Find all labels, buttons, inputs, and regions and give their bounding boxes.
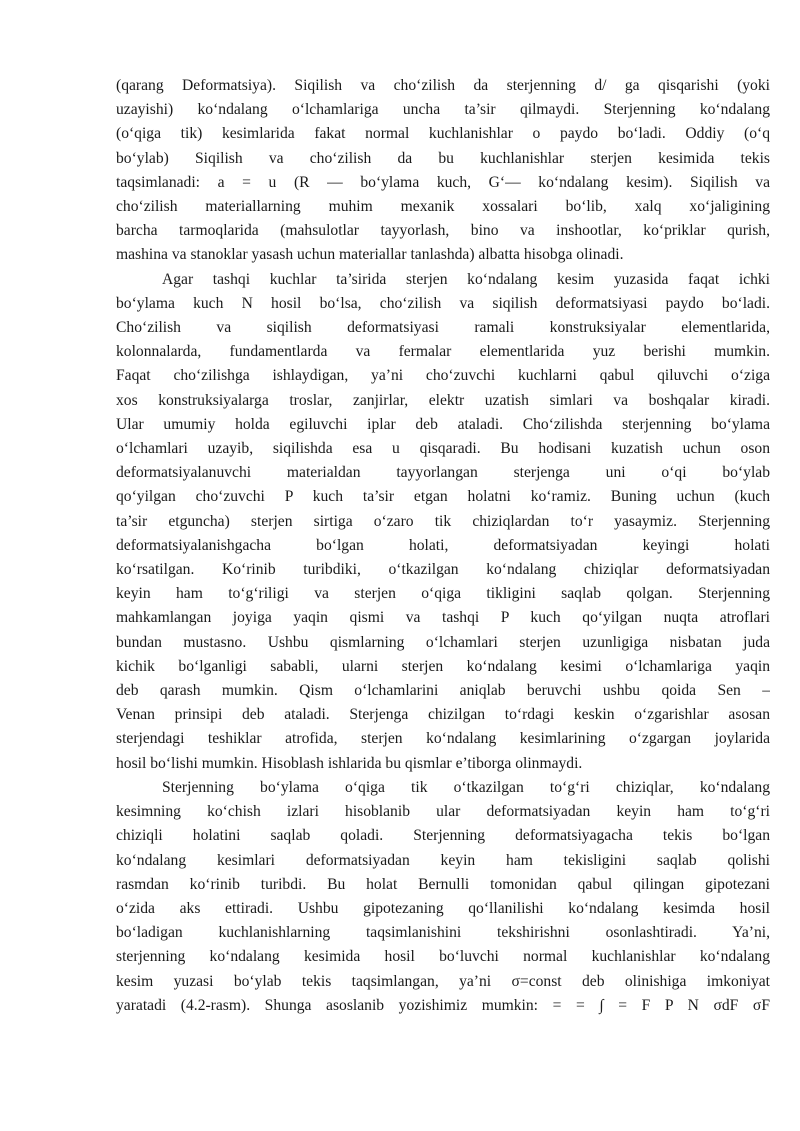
text-line: Agar tashqi kuchlar ta’sirida sterjen ko‘ndalang kesim yuzasida faqat ichki [162,270,770,288]
text-line: mahkamlangan joyiga yaqin qismi va tashqi P kuch qo‘yilgan nuqta atroflari [116,609,770,627]
text-line: sterjenning ko‘ndalang kesimida hosil bo‘luvchi normal kuchlanishlar ko‘ndalang [116,948,770,966]
text-line: keyin ham to‘g‘riligi va sterjen o‘qiga tikligini saqlab qolgan. Sterjenning [116,585,770,603]
text-line: (o‘qiga tik) kesimlarida fakat normal kuchlanishlar o paydo bo‘ladi. Oddiy (o‘q [116,125,770,143]
text-line: chiziqli holatini saqlab qoladi. Sterjenning deformatsiyagacha tekis bo‘lgan [116,827,770,845]
text-line: rasmdan ko‘rinib turibdi. Bu holat Bernulli tomonidan qabul qilingan gipotezani [116,875,770,893]
text-line: ko‘rsatilgan. Ko‘rinib turibdiki, o‘tkazilgan ko‘ndalang chiziqlar deformatsiyadan [116,561,770,579]
text-line: kesim yuzasi bo‘ylab tekis taqsimlangan, ya’ni σ=const deb olinishiga imkoniyat [116,972,770,990]
text-line: o‘zida aks ettiradi. Ushbu gipotezaning qo‘llanilishi ko‘ndalang kesimda hosil [116,899,770,917]
text-line: Faqat cho‘zilishga ishlaydigan, ya’ni cho‘zuvchi kuchlarni qabul qiluvchi o‘ziga [116,367,770,385]
text-line: mashina va stanoklar yasash uchun materiallar tanlashda) albatta hisobga olinadi. [116,246,624,264]
paragraph-1 [116,74,770,268]
text-line: bo‘ylama kuch N hosil bo‘lsa, cho‘zilish va siqilish deformatsiyasi paydo bo‘ladi. [116,294,770,312]
text-line: deb qarash mumkin. Qism o‘lchamlarini aniqlab beruvchi ushbu qoida Sen – [116,682,770,700]
text-line: sterjendagi teshiklar atrofida, sterjen ko‘ndalang kesimlarining o‘zgargan joylarida [116,730,770,748]
text-line: barcha tarmoqlarida (mahsulotlar tayyorlash, bino va inshootlar, ko‘priklar qurish, [116,222,770,240]
paragraph-2 [116,268,770,776]
text-line: Cho‘zilish va siqilish deformatsiyasi ramali konstruksiyalar elementlarida, [116,319,770,337]
text-line: taqsimlanadi: a = u (R — bo‘ylama kuch, G‘— ko‘ndalang kesim). Siqilish va [116,173,770,191]
text-line: kesimning ko‘chish izlari hisoblanib ular deformatsiyadan keyin ham to‘g‘ri [116,803,770,821]
text-line: bundan mustasno. Ushbu qismlarning o‘lchamlari sterjen uzunligiga nisbatan juda [116,633,770,651]
text-line: uzayishi) ko‘ndalang o‘lchamlariga uncha ta’sir qilmaydi. Sterjenning ko‘ndalang [116,101,770,119]
text-line: Ular umumiy holda egiluvchi iplar deb ataladi. Cho‘zilishda sterjenning bo‘ylama [116,415,770,433]
text-line: o‘lchamlari uzayib, siqilishda esa u qisqaradi. Bu hodisani kuzatish uchun oson [116,440,770,458]
text-line: bo‘ylab) Siqilish va cho‘zilish da bu kuchlanishlar sterjen kesimida tekis [116,149,770,167]
text-line: kolonnalarda, fundamentlarda va fermalar elementlarida yuz berishi mumkin. [116,343,770,361]
text-line: cho‘zilish materiallarning muhim mexanik xossalari bo‘lib, xalq xo‘jaligining [116,198,770,216]
text-line: ta’sir etguncha) sterjen sirtiga o‘zaro tik chiziqlardan to‘r yasaymiz. Sterjenning [116,512,770,530]
text-line: hosil bo‘lishi mumkin. Hisoblash ishlarida bu qismlar e’tiborga olinmaydi. [116,754,583,772]
text-line: Sterjenning bo‘ylama o‘qiga tik o‘tkazilgan to‘g‘ri chiziqlar, ko‘ndalang [162,778,770,796]
text-line: Venan prinsipi deb ataladi. Sterjenga chizilgan to‘rdagi keskin o‘zgarishlar asosan [116,706,770,724]
text-line: yaratadi (4.2-rasm). Shunga asoslanib yozishimiz mumkin: = = ∫ = F P N σdF σF [116,996,770,1014]
text-line: deformatsiyalanishgacha bo‘lgan holati, deformatsiyadan keyingi holati [116,536,770,554]
text-line: deformatsiyalanuvchi materialdan tayyorlangan sterjenga uni o‘qi bo‘ylab [116,464,770,482]
text-line: kichik bo‘lganligi sababli, ularni sterjen ko‘ndalang kesimi o‘lchamlariga yaqin [116,657,770,675]
text-line: qo‘yilgan cho‘zuvchi P kuch ta’sir etgan holatni ko‘ramiz. Buning uchun (kuch [116,488,770,506]
paragraph-3 [116,776,770,1018]
text-line: bo‘ladigan kuchlanishlarning taqsimlanishini tekshirishni osonlashtiradi. Ya’ni, [116,924,770,942]
text-line: (qarang Deformatsiya). Siqilish va cho‘zilish da sterjenning d/ ga qisqarishi (yoki [116,77,770,94]
text-line: ko‘ndalang kesimlari deformatsiyadan keyin ham tekisligini saqlab qolishi [116,851,770,869]
text-line: xos konstruksiyalarga troslar, zanjirlar, elektr uzatish simlari va boshqalar kiradi. [116,391,770,409]
